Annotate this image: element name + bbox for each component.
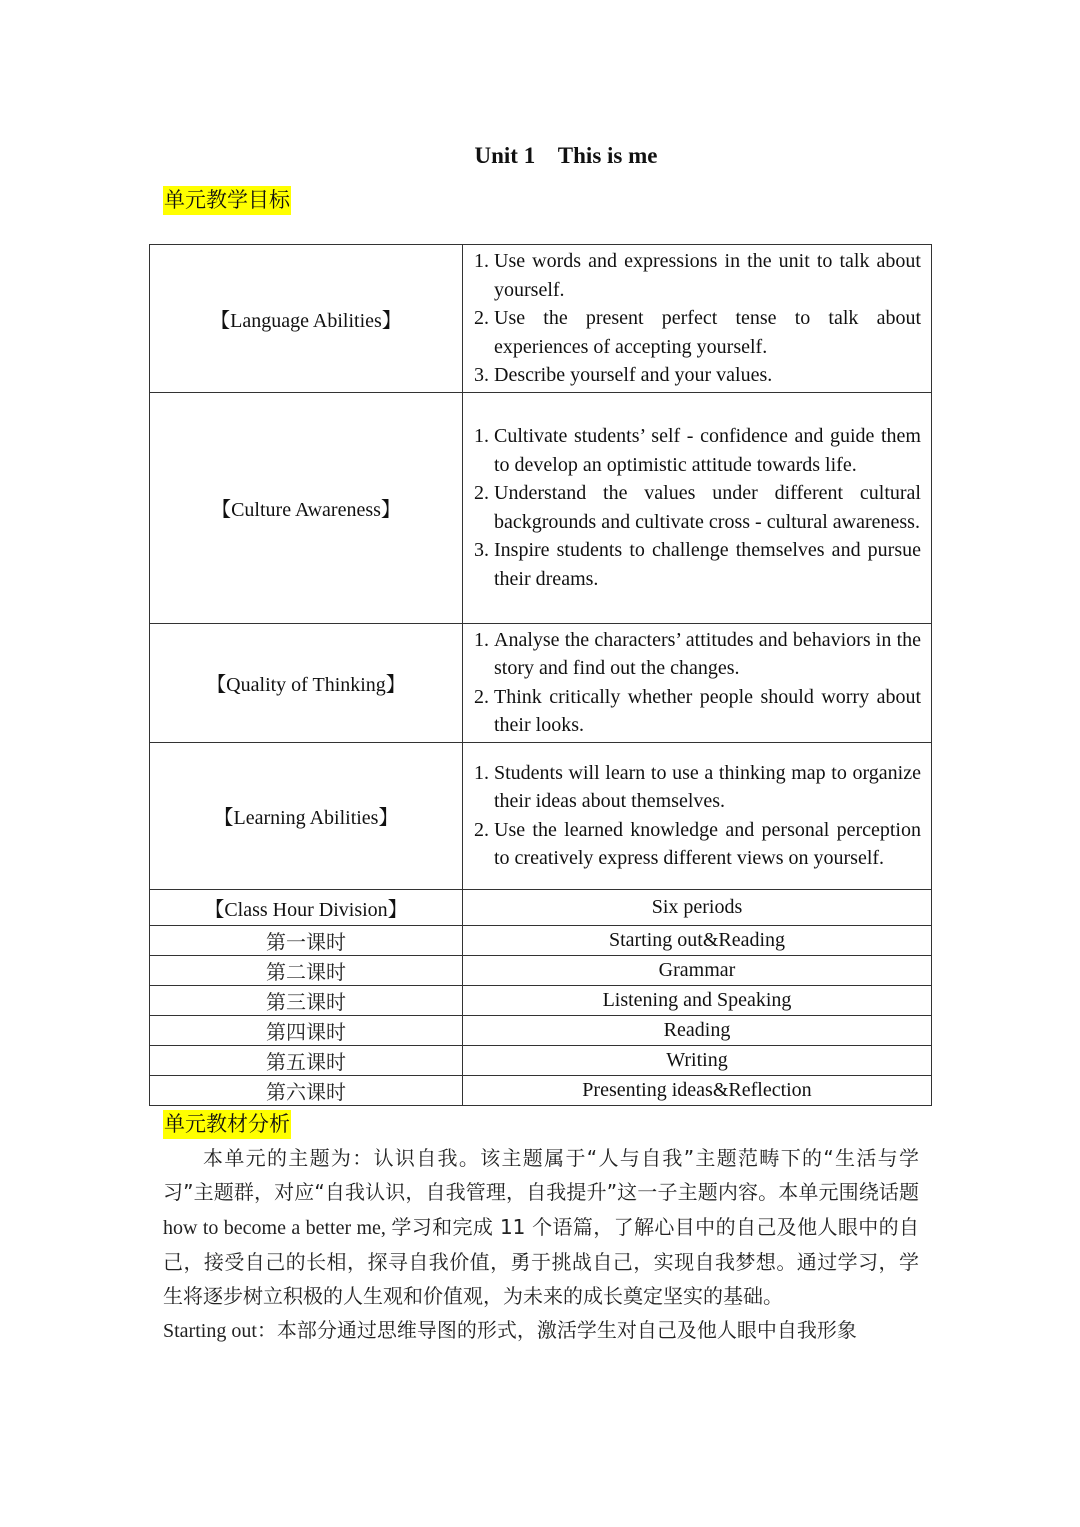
analysis-paragraph: [163, 1141, 919, 1313]
period-content: Presenting ideas&Reflection: [463, 1075, 932, 1105]
page-title: Unit 1 This is me: [474, 143, 658, 168]
analysis-body: [163, 1141, 919, 1348]
table-row: [150, 1075, 932, 1105]
analysis-section-name: Starting out: [163, 1320, 257, 1342]
list-item: 2. Understand the values under different cultural backgrounds and cultivate cross - cultural awareness.: [494, 479, 921, 536]
table-row: [150, 985, 932, 1015]
goal-label: 【Culture Awareness】: [150, 392, 463, 623]
section-heading-goals: 单元教学目标: [163, 186, 291, 215]
analysis-text: 学习和完成 11 个语篇，了解心目中的自己及他人眼中的自己，接受自己的长相，探寻自我价值，勇于挑战自己，实现自我梦想。通过学习，学生将逐步树立积极的人生观和价值观，为未来的成长奠定坚实的基础。: [163, 1215, 919, 1308]
list-item: 2. Use the present perfect tense to talk about experiences of accepting yourself.: [494, 304, 921, 361]
table-row: [150, 623, 932, 742]
period-name: 第二课时: [150, 955, 463, 985]
goal-label: 【Quality of Thinking】: [150, 623, 463, 742]
analysis-text: ：本部分通过思维导图的形式，激活学生对自己及他人眼中自我形象: [256, 1318, 857, 1342]
period-name: 第一课时: [150, 925, 463, 955]
analysis-topic: how to become a better me,: [163, 1217, 392, 1239]
analysis-paragraph: [163, 1313, 919, 1348]
list-item: 1. Cultivate students’ self - confidence and guide them to develop an optimistic attitude towards life.: [494, 422, 921, 479]
goal-items: [463, 742, 932, 889]
table-row: [150, 1045, 932, 1075]
goal-label: 【Learning Abilities】: [150, 742, 463, 889]
table-row: [150, 392, 932, 623]
goals-table: [149, 244, 932, 1106]
list-item: 3. Inspire students to challenge themselves and pursue their dreams.: [494, 536, 921, 593]
period-name: 第四课时: [150, 1015, 463, 1045]
list-item: 3. Describe yourself and your values.: [494, 361, 921, 390]
period-name: 第五课时: [150, 1045, 463, 1075]
table-row: [150, 889, 932, 925]
goal-items: [463, 392, 932, 623]
period-content: Reading: [463, 1015, 932, 1045]
list-item: 2. Use the learned knowledge and personal perception to creatively express different views on yourself.: [494, 816, 921, 873]
table-row: [150, 925, 932, 955]
goal-items: [463, 245, 932, 393]
list-item: 2. Think critically whether people should worry about their looks.: [494, 683, 921, 740]
table-row: [150, 742, 932, 889]
list-item: 1. Analyse the characters’ attitudes and behaviors in the story and find out the changes.: [494, 626, 921, 683]
period-name: 第三课时: [150, 985, 463, 1015]
period-content: Listening and Speaking: [463, 985, 932, 1015]
class-hour-label: 【Class Hour Division】: [150, 889, 463, 925]
goal-label: 【Language Abilities】: [150, 245, 463, 393]
list-item: 1. Use words and expressions in the unit to talk about yourself.: [494, 247, 921, 304]
table-row: [150, 1015, 932, 1045]
section-heading-analysis: 单元教材分析: [163, 1110, 291, 1139]
analysis-text: 本单元的主题为：认识自我。该主题属于“人与自我”主题范畴下的“生活与学习”主题群，对应“自我认识，自我管理，自我提升”这一子主题内容。本单元围绕话题: [163, 1146, 919, 1204]
period-content: Starting out&Reading: [463, 925, 932, 955]
period-name: 第六课时: [150, 1075, 463, 1105]
table-row: [150, 955, 932, 985]
list-item: 1. Students will learn to use a thinking map to organize their ideas about themselves.: [494, 759, 921, 816]
class-hour-value: Six periods: [463, 889, 932, 925]
table-row: [150, 245, 932, 393]
period-content: Writing: [463, 1045, 932, 1075]
goal-items: [463, 623, 932, 742]
period-content: Grammar: [463, 955, 932, 985]
